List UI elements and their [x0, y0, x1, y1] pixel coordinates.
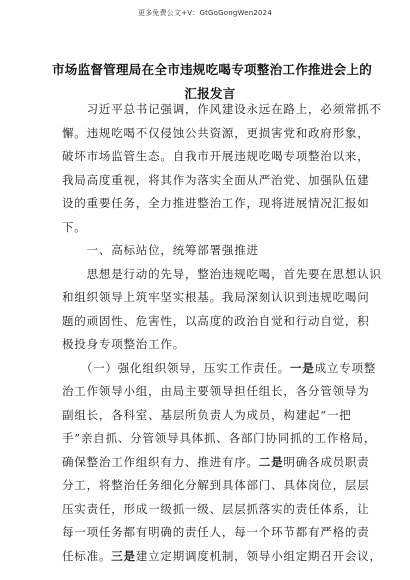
body-line — [62, 407, 352, 423]
body-text-segment: 设的重要任务，全力推进整治工作，现将进展情况汇报如 — [62, 196, 370, 210]
body-text-segment: 治工作领导小组，由局主要领导担任组长，各分管领导为 — [62, 384, 370, 398]
body-line — [62, 430, 377, 446]
body-text-segment: （一）强化组织领导，压实工作责任。 — [62, 360, 290, 375]
body-line — [62, 454, 370, 470]
body-text-segment: 确保整治工作组织有力、推进有序。 — [62, 454, 259, 469]
body-text-segment: 懈。违规吃喝不仅侵蚀公共资源，更损害党和政府形象， — [62, 125, 370, 140]
header-note: 更多免费公文+V：GtGoGongWen2024 — [138, 9, 272, 17]
body-line — [62, 477, 370, 493]
body-line — [62, 172, 370, 188]
body-text-segment: 压实责任，形成一级抓一级、层层抓落实的责任体系，让 — [62, 501, 370, 516]
title-line-2: 汇报发言 — [184, 86, 236, 101]
body-text-segment: 手”亲自抓、分管领导具体抓、各部门协同抓的工作格局， — [62, 431, 377, 445]
body-line — [62, 289, 370, 305]
body-text-segment: 极投身专项整治工作。 — [62, 337, 185, 351]
body-line — [62, 266, 382, 282]
body-text-segment: 题的顽固性、危害性，以高度的政治自觉和行动自觉，积 — [62, 313, 370, 328]
body-text-segment: 副组长，各科室、基层所负责人为成员，构建起“一把 — [62, 407, 352, 422]
body-line — [62, 383, 370, 399]
body-text-segment: 任标准。 — [62, 548, 112, 563]
body-line — [62, 219, 352, 235]
title-line-1: 市场监督管理局在全市违规吃喝专项整治工作推进会上的 — [52, 62, 373, 77]
body-line — [62, 336, 352, 352]
body-line — [62, 501, 370, 517]
body-text-segment: 和组织领导上筑牢坚实根基。我局深刻认识到违规吃喝问 — [62, 290, 370, 304]
body-text-segment: 思想是行动的先导，整治违规吃喝，首先要在思想认识 — [62, 266, 382, 281]
body-text-segment: 每一项任务都有明确的责任人，每一个环节都有严格的责 — [62, 525, 370, 539]
body-text-segment: 一、高标站位，统筹部署强推进 — [62, 243, 259, 257]
body-text-segment: 下。 — [62, 219, 87, 234]
emphasis-text: 三是 — [111, 548, 136, 563]
body-text-segment: 分工，将整治任务细化分解到具体部门、具体岗位，层层 — [62, 478, 370, 492]
body-line — [62, 101, 382, 117]
emphasis-text: 二是 — [258, 454, 284, 469]
body-line — [62, 360, 377, 376]
body-text-segment: 习近平总书记强调，作风建设永远在路上，必须常抓不 — [62, 102, 382, 116]
body-line — [62, 242, 352, 258]
body-line — [62, 125, 370, 141]
body-line — [62, 195, 370, 211]
body-line — [62, 524, 370, 540]
body-line — [62, 148, 370, 164]
body-text-segment: 破坏市场监管生态。自我市开展违规吃喝专项整治以来， — [62, 149, 370, 163]
body-text-segment: 我局高度重视，将其作为落实全面从严治党、加强队伍建 — [62, 172, 370, 187]
body-line — [62, 548, 382, 564]
body-text-segment: 成立专项整 — [314, 360, 377, 375]
body-text-segment: 明确各成员职责 — [283, 454, 370, 469]
emphasis-text: 一是 — [289, 360, 315, 375]
body-text-segment: 建立定期调度机制，领导小组定期召开会议， — [135, 548, 382, 563]
body-line — [62, 313, 370, 329]
